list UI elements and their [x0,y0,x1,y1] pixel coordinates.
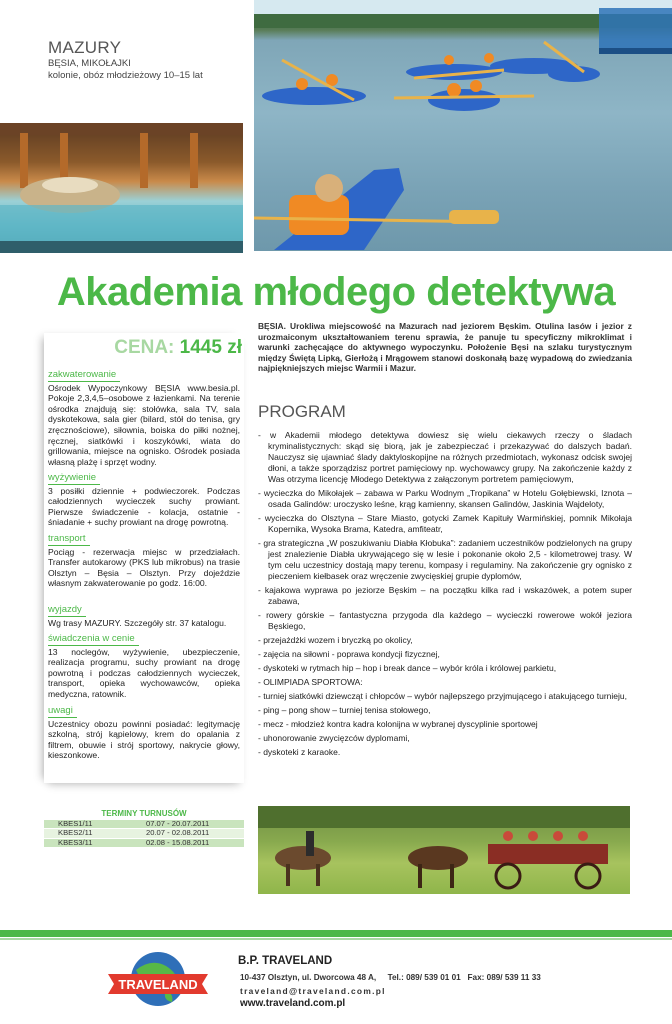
included-heading: świadczenia w cenie [48,634,139,646]
program-item: - wycieczka do Olsztyna – Stare Miasto, gotycki Zamek Kapituły Warmińskiej, pomnik Mikołaja Kopernika, Wysoka Brama, Katedra, amfiteatr, [258,513,632,534]
section-included [48,633,240,700]
kayaking-photo [254,0,672,251]
company-address: 10-437 Olsztyn, ul. Dworcowa 48 A, Tel.: 089/ 539 01 01 Fax: 089/ 539 11 33 [240,973,541,982]
places-line: BĘSIA, MIKOŁAJKI [48,58,131,69]
transport-heading: transport [48,534,90,546]
traveland-logo [106,950,210,1008]
term-code: KBES3/11 [58,837,93,847]
terms-table [44,806,244,848]
program-item: - dyskoteki w rytmach hip – hop i break dance – wybór króla i królowej parkietu, [258,663,557,673]
footer-divider-light [0,938,672,940]
region-title: MAZURY [48,38,122,57]
terms-heading: TERMINY TURNUSÓW [101,809,187,818]
program-item: - przejażdżki wozem i bryczką po okolicy, [258,635,413,645]
accommodation-heading: zakwaterowanie [48,370,120,382]
program-item: - uhonorowanie zwycięzców dyplomami, [258,733,410,743]
water-park-photo [0,123,243,253]
section-accommodation [48,369,240,467]
trips-heading: wyjazdy [48,605,86,617]
program-item: - OLIMPIADA SPORTOWA: [258,677,363,687]
program-item: - ping – pong show – turniej tenisa stołowego, [258,705,431,715]
program-item: - kajakowa wyprawa po jeziorze Bęskim – na początku kilka rad i wskazówek, a potem super zabawa, [258,585,632,606]
table-row [44,839,244,848]
food-text: 3 posiłki dziennie + podwieczorek. Podczas całodziennych wycieczek suchy prowiant. Pierwsze świadczenie - kolacja, ostatnie - śniadanie + suchy prowiant na drogę powrotną. [48,485,240,528]
logo-text: TRAVELAND [118,977,198,992]
accommodation-text: Ośrodek Wypoczynkowy BĘSIA www.besia.pl. Pokoje 2,3,4,5–osobowe z łazienkami. Na terenie ośrodka znajdują się: stołówka, sala TV, sala dyskotekowa, sala gier (bilard, stół do tenisa, gry zręcznościowe), siłownia, boiska do piłki nożnej, ręcznej, siatkówki i koszykówki, wiata do grillowania, miejsce na ognisko. Ośrodek posiada własną plażę i sprzęt wodny. [48,382,240,467]
section-transport [48,533,240,589]
program-item: - turniej siatkówki dziewcząt i chłopców – wybór najlepszego przyjmującego i atakującego turnieju, [258,691,627,701]
program-item: - mecz - młodzież kontra kadra kolonijna w wybranej dyscyplinie sportowej [258,719,538,729]
term-code: KBES2/11 [58,828,93,838]
program-item: - gra strategiczna „W poszukiwaniu Diabła Kłobuka”: zadaniem uczestników podzielonych na grupy jest znalezienie Diabła ukrywającego się w lesie i pokonanie około 2,5 - kilometrowej trasy. W tym celu uczestnicy dostają mapy terenu, kompasy i regulaminy. Na zakończenie gry ognisko z pieczeniem kiełbasek oraz wręczenie zwycięskiej grupie dyplomów, [258,538,632,581]
company-website[interactable]: www.traveland.com.pl [240,998,346,1009]
subtitle-line: kolonie, obóz młodzieżowy 10–15 lat [48,70,203,81]
term-dates: 20.07 - 02.08.2011 [146,828,210,838]
footer-divider [0,930,672,937]
company-name: B.P. TRAVELAND [238,955,333,967]
program-item: - dyskoteki z karaoke. [258,747,341,757]
price [44,337,242,359]
program-item: - rowery górskie – fantastyczna przygoda dla każdego – wycieczki rowerowe wokół jeziora Bęskiego, [258,610,632,631]
term-code: KBES1/11 [58,819,93,828]
notes-text: Uczestnicy obozu powinni posiadać: legitymację szkolną, strój kąpielowy, krem do opalania z filtrem, obuwie i strój sportowy, nakrycie głowy, kieszonkowe. [48,718,240,761]
section-notes [48,705,240,761]
price-label: CENA: [114,337,175,358]
term-dates: 02.08 - 15.08.2011 [146,837,210,847]
page-title: Akademia młodego detektywa [56,270,616,314]
header [48,38,248,82]
notes-heading: uwagi [48,706,77,718]
transport-text: Pociąg - rezerwacja miejsc w przedziałach. Transfer autokarowy (PKS lub mikrobus) na trasie Olsztyn – Bęsia – Olsztyn. Przy dojeździe własnym zakwaterowanie po godz. 16:00. [48,546,240,589]
trips-text: Wg trasy MAZURY. Szczegóły str. 37 katalogu. [48,617,227,628]
term-dates: 07.07 - 20.07.2011 [146,819,210,828]
section-food [48,472,240,528]
horse-wagon-photo [258,806,630,894]
program-item: - zajęcia na siłowni - poprawa kondycji fizycznej, [258,649,440,659]
included-text: 13 noclegów, wyżywienie, ubezpieczenie, realizacja programu, suchy prowiant na drogę powrotną i podczas całodziennych wycieczek, transport, opieka wychowawców, opieka medyczna, ratownik. [48,646,240,699]
program-list [258,430,632,761]
program-item: - wycieczka do Mikołajek – zabawa w Parku Wodnym „Tropikana” w Hotelu Gołębiewski, Iznota – osada Galindów: uroczysko leśne, krąg kamienny, skansen Galindów, Jaskinia Wajdeloty, [258,488,632,509]
intro-paragraph: BĘSIA. Urokliwa miejscowość na Mazurach nad jeziorem Bęskim. Otulina lasów i jezior z urozmaiconym ukształtowaniem terenu sprawia, że panuje tu specyficzny mikroklimat i warunki zachęcające do aktywnego wypoczynku. Położenie Bęsi na szlaku turystycznym między Świętą Lipką, Gierłożą i Mrągowem stanowi doskonałą bazę wypadową do zwiedzania najpiękniejszych miejsc Warmii i Mazur. [258,321,632,373]
program-item: - w Akademii młodego detektywa dowiesz się wielu ciekawych rzeczy o śladach kryminalistycznych: skąd się biorą, jak je zabezpieczać i przekazywać do dalszych badań. Nauczysz się ujawniać ślady daktyloskopijne na różnych przedmiotach, wykonasz odcisk swojej dłoni, a także sporządzisz portret pamięciowy np. wychowawcy grupy. Na zakończenie każdy z Was otrzyma licencję Młodego Detektywa z załączonym portretem pamięciowym, [258,430,632,484]
price-value: 1445 zł [179,337,242,358]
company-email[interactable]: traveland@traveland.com.pl [240,986,386,996]
section-trips [48,604,240,628]
program-heading: PROGRAM [258,402,346,421]
food-heading: wyżywienie [48,473,100,485]
